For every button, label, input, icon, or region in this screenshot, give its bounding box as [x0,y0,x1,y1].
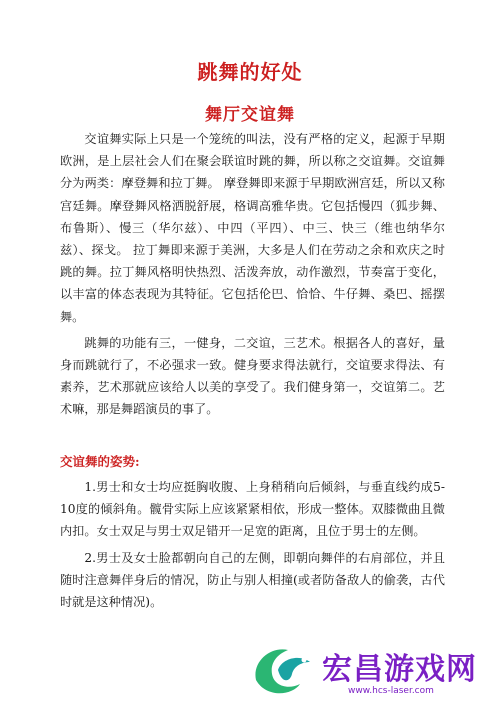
body-text [60,128,445,425]
document-title: 跳舞的好处 [197,60,303,84]
list-item: 1.男士和女士均应挺胸收腹、上身稍稍向后倾斜，与垂直线约成5-10度的倾斜角。髋骨实际上应该紧紧相依，形成一整体。双膝微曲且微内扣。女士双足与男士双足错开一足宽的距离，且位于男士的左侧。 [60,480,445,539]
document-subtitle: 舞厅交谊舞 [205,105,295,125]
posture-list [60,476,445,617]
paragraph: 跳舞的功能有三，一健身，二交谊，三艺术。根据各人的喜好，量身而跳就行了，不必强求一致。健身要求得法就行，交谊要求得法、有素养，艺术那就应该给人以美的享受了。我们健身第一，交谊第二。艺术嘛，那是舞蹈演员的事了。 [60,335,445,417]
list-item: 2.男士及女士脸都朝向自己的左侧，即朝向舞伴的右肩部位，并且随时注意舞伴身后的情况，防止与别人相撞(或者防备敌人的偷袭，古代时就是这种情况)。 [60,550,445,610]
paragraph: 交谊舞实际上只是一个笼统的叫法，没有严格的定义，起源于早期欧洲，是上层社会人们在聚会联谊时跳的舞，所以称之交谊舞。交谊舞分为两类：摩登舞和拉丁舞。 摩登舞即来源于早期欧洲宫廷，所以又称宫廷舞。摩登舞风格洒脱舒展，格调高雅华贵。它包括慢四（狐步舞、布鲁斯）、慢三（华尔兹）、中四（平四）、中三、快三（维也纳华尔兹）、探戈。 拉丁舞即来源于美洲，大多是人们在劳动之余和欢庆之时跳的舞。拉丁舞风格明快热烈、活泼奔放，动作激烈，节奏富于变化，以丰富的体态表现为其特征。它包括伦巴、恰恰、牛仔舞、桑巴、摇摆舞。 [60,132,445,324]
watermark-brand: 宏昌游戏网 [322,652,477,687]
dragon-logo-icon [248,640,318,702]
watermark-logo [248,640,493,704]
section-heading: 交谊舞的姿势: [60,454,140,469]
watermark-url: www.hcs-laser.com [348,686,434,696]
